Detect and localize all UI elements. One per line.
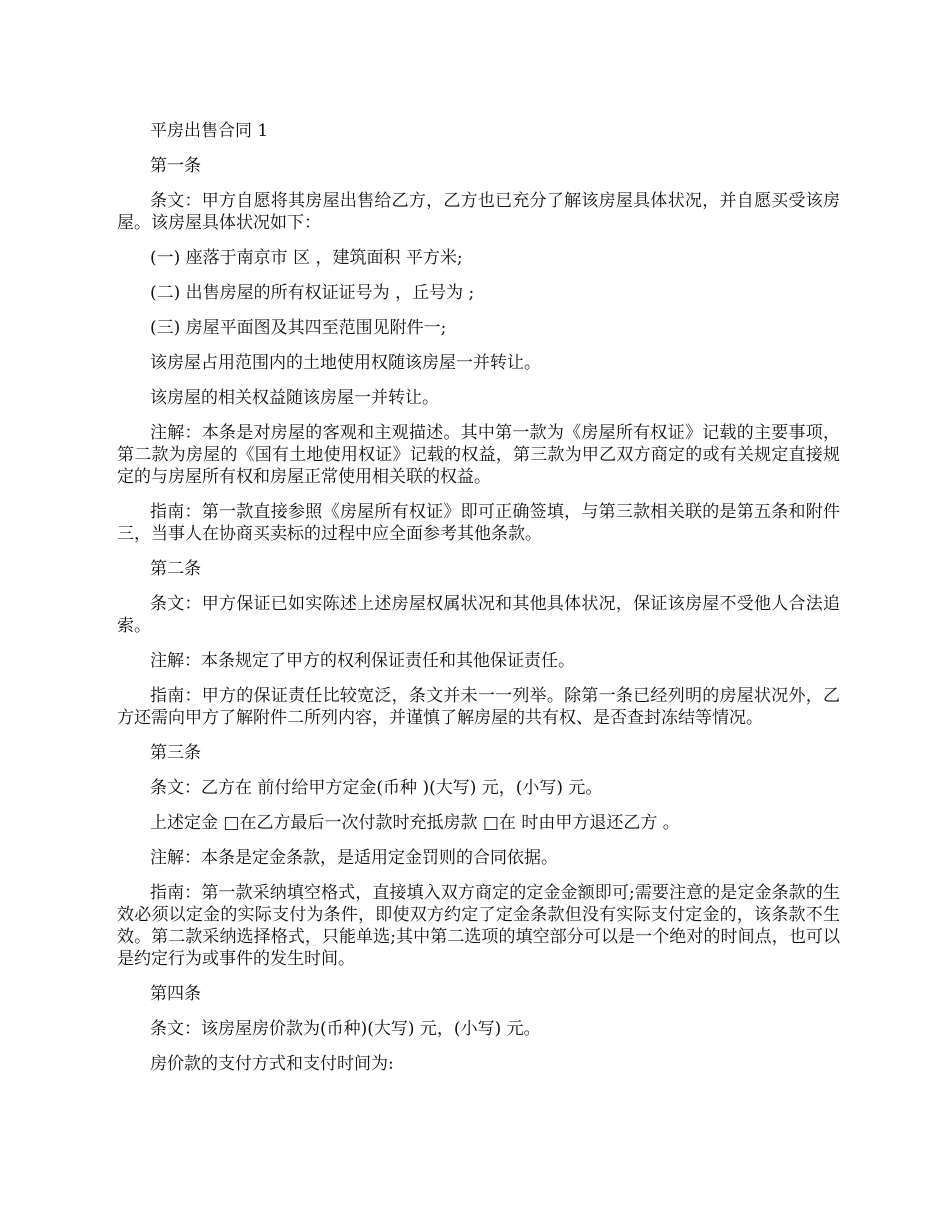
article-4-payment: 房价款的支付方式和支付时间为: [150,1054,394,1074]
article-1-related-rights: 该房屋的相关权益随该房屋一并转让。 [150,388,439,408]
article-1-note: 注解：本条是对房屋的客观和主观描述。其中第一款为《房屋所有权证》记载的主要事项，第二款为房屋的《国有土地使用权证》记载的权益，第三款为甲乙双方商定的或有关规定直接规定的与房屋所有权和房屋正常使用相关联的权益。 [117,423,840,487]
article-3-note: 注解：本条是定金条款，是适用定金罚则的合同依据。 [150,848,558,868]
article-heading-2: 第二条 [150,559,201,579]
document-title: 平房出售合同 1 [150,121,269,141]
article-1-text: 条文：甲方自愿将其房屋出售给乙方，乙方也已充分了解该房屋具体状况，并自愿买受该房屋。该房屋具体状况如下： [117,191,840,233]
article-4-text: 条文：该房屋房价款为(币种)(大写) 元，(小写) 元。 [150,1019,541,1039]
article-heading-3: 第三条 [150,743,201,763]
article-3-guide: 指南：第一款采纳填空格式，直接填入双方商定的定金金额即可;需要注意的是定金条款的生效必须以定金的实际支付为条件，即使双方约定了定金条款但没有实际支付定金的，该条款不生效。第二款采纳选择格式，只能单选;其中第二选项的填空部分可以是一个绝对的时间点，也可以是约定行为或事件的发生时间。 [117,883,840,969]
document-page [117,120,840,1088]
article-1-land-rights: 该房屋占用范围内的土地使用权随该房屋一并转让。 [150,353,541,373]
article-heading-1: 第一条 [150,156,201,176]
article-3-deposit-options: 上述定金 □在乙方最后一次付款时充抵房款 □在 时由甲方退还乙方 。 [150,813,680,833]
article-2-note: 注解：本条规定了甲方的权利保证责任和其他保证责任。 [150,651,575,671]
article-heading-4: 第四条 [150,984,201,1004]
article-1-item-3: (三) 房屋平面图及其四至范围见附件一; [150,318,447,338]
article-1-item-1: (一) 座落于南京市 区 ，建筑面积 平方米; [150,248,463,268]
article-3-text: 条文：乙方在 前付给甲方定金(币种 )(大写) 元，(小写) 元。 [150,778,603,798]
article-1-item-2: (二) 出售房屋的所有权证证号为 ，丘号为 ; [150,283,475,303]
article-2-guide: 指南：甲方的保证责任比较宽泛，条文并未一一列举。除第一条已经列明的房屋状况外，乙方还需向甲方了解附件二所列内容，并谨慎了解房屋的共有权、是否查封冻结等情况。 [117,686,840,728]
article-2-text: 条文：甲方保证已如实陈述上述房屋权属状况和其他具体状况，保证该房屋不受他人合法追索。 [117,594,840,636]
article-1-guide: 指南：第一款直接参照《房屋所有权证》即可正确签填，与第三款相关联的是第五条和附件三，当事人在协商买卖标的过程中应全面参考其他条款。 [117,502,840,544]
